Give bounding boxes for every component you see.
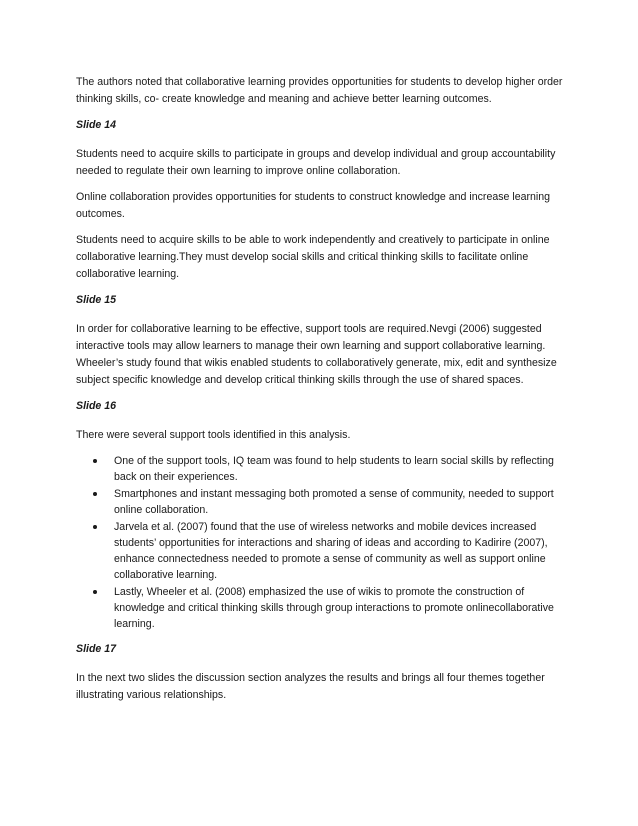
paragraph: In order for collaborative learning to be effective, support tools are required.Nevgi (2006) suggested interactive tools may allow learners to manage their own learning and support collaborative learning. Wheeler’s study found that wikis enabled students to collaboratively generate, mix, edit and synthesize subject specific knowledge and develop critical thinking skills through the use of shared spaces. bbox=[76, 323, 557, 386]
paragraph: In the next two slides the discussion section analyzes the results and brings all four themes together illustrating various relationships. bbox=[76, 672, 545, 701]
list-item-text: Lastly, Wheeler et al. (2008) emphasized the use of wikis to promote the construction of knowledge and critical thinking skills through group interactions to promote onlinecollaborative learning. bbox=[114, 586, 554, 630]
paragraph: There were several support tools identified in this analysis. bbox=[76, 429, 351, 441]
document-page bbox=[76, 74, 566, 713]
bullet-icon bbox=[93, 590, 97, 594]
slide-heading: Slide 17 bbox=[76, 643, 117, 655]
paragraph: The authors noted that collaborative learning provides opportunities for students to develop higher order thinking skills, co- create knowledge and meaning and achieve better learning outcomes. bbox=[76, 76, 563, 105]
bullet-icon bbox=[93, 525, 97, 529]
slide-heading: Slide 14 bbox=[76, 119, 117, 131]
list-item-text: Jarvela et al. (2007) found that the use of wireless networks and mobile devices increased students’ opportunities for interactions and sharing of ideas and according to Kadirire (2007), enhance connectedness needed to promote a sense of community as well as support online collaborative learning. bbox=[114, 521, 548, 581]
bullet-list bbox=[76, 453, 566, 632]
paragraph: Students need to acquire skills to participate in groups and develop individual and group accountability needed to regulate their own learning to improve online collaboration. bbox=[76, 148, 556, 177]
paragraph: Online collaboration provides opportunities for students to construct knowledge and increase learning outcomes. bbox=[76, 191, 551, 220]
list-item bbox=[76, 453, 566, 485]
slide-heading: Slide 15 bbox=[76, 294, 117, 306]
bullet-icon bbox=[93, 459, 97, 463]
list-item-text: One of the support tools, IQ team was found to help students to learn social skills by reflecting back on their experiences. bbox=[114, 455, 554, 483]
slide-heading: Slide 16 bbox=[76, 400, 117, 412]
list-item bbox=[76, 486, 566, 518]
list-item bbox=[76, 584, 566, 632]
list-item-text: Smartphones and instant messaging both promoted a sense of community, needed to support online collaboration. bbox=[114, 488, 554, 516]
paragraph: Students need to acquire skills to be able to work independently and creatively to participate in online collaborative learning.They must develop social skills and critical thinking skills to facilitate online collaborative learning. bbox=[76, 234, 550, 280]
bullet-icon bbox=[93, 492, 97, 496]
list-item bbox=[76, 519, 566, 583]
